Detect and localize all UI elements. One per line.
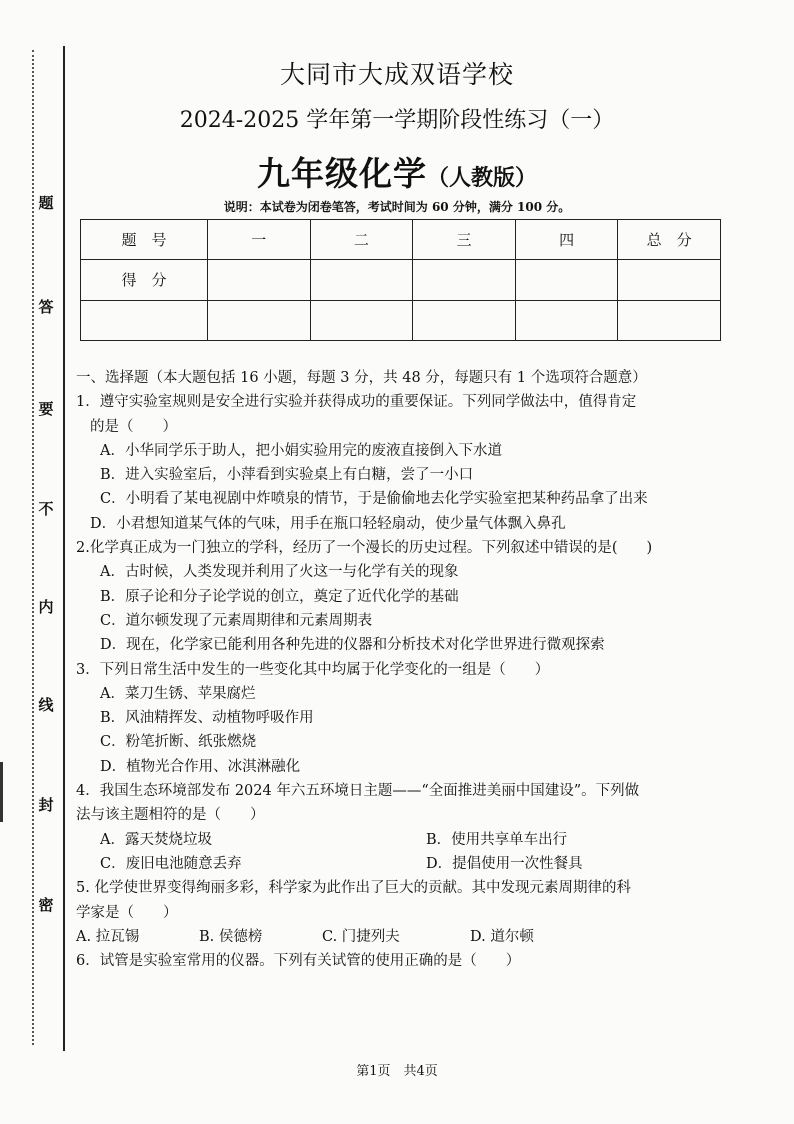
option-d: D．提倡使用一次性餐具 (426, 855, 583, 872)
option-row (76, 828, 726, 852)
score-cell[interactable] (310, 260, 413, 300)
score-table-row (81, 260, 721, 300)
question-stem: 4．我国生态环境部发布 2024 年六五环境日主题——“全面推进美丽中国建设”。下列做 (76, 783, 640, 800)
score-cell[interactable] (208, 260, 311, 300)
score-header-cell: 二 (310, 220, 413, 260)
score-cell[interactable] (413, 300, 516, 340)
option-d: D．植物光合作用、冰淇淋融化 (100, 758, 301, 775)
score-cell[interactable] (208, 300, 311, 340)
option-row (76, 852, 726, 876)
score-header-cell: 一 (208, 220, 311, 260)
exam-instructions: 说明：本试卷为闭卷笔答，考试时间为 60 分钟，满分 100 分。 (223, 200, 571, 214)
binding-char: 线 (38, 696, 54, 714)
score-cell[interactable] (515, 300, 618, 340)
binding-char: 不 (38, 500, 54, 518)
score-cell[interactable] (310, 300, 413, 340)
binding-solid-line (63, 46, 65, 1051)
score-header-cell: 四 (515, 220, 618, 260)
option-b: B. 侯德榜 (199, 928, 263, 945)
score-header-cell: 三 (413, 220, 516, 260)
score-row-label: 得 分 (81, 260, 208, 300)
option-c: C．道尔顿发现了元素周期律和元素周期表 (100, 612, 373, 629)
question-stem: 3．下列日常生活中发生的一些变化其中均属于化学变化的一组是（ ） (76, 661, 550, 678)
score-table (80, 219, 721, 341)
binding-char: 题 (38, 194, 54, 212)
binding-char: 内 (38, 598, 54, 616)
binding-char: 答 (38, 298, 54, 316)
question-stem: 法与该主题相符的是（ ） (76, 807, 265, 824)
option-d: D．小君想知道某气体的气味，用手在瓶口轻轻扇动，使少量气体飘入鼻孔 (90, 515, 566, 532)
option-a: A．露天焚烧垃圾 (100, 831, 212, 848)
option-c: C．废旧电池随意丢弃 (100, 855, 242, 872)
binding-char: 要 (38, 400, 54, 418)
score-cell[interactable] (515, 260, 618, 300)
option-b: B．使用共享单车出行 (426, 831, 568, 848)
edition-label: （人教版） (426, 165, 537, 191)
option-b: B．原子论和分子论学说的创立，奠定了近代化学的基础 (100, 588, 459, 605)
score-header-cell: 题 号 (81, 220, 208, 260)
option-d: D．现在，化学家已能利用各种先进的仪器和分析技术对化学世界进行微观探索 (100, 637, 605, 654)
question-section (76, 366, 726, 973)
binding-char: 封 (38, 796, 54, 814)
score-cell[interactable] (618, 260, 721, 300)
option-c: C．粉笔折断、纸张燃烧 (100, 734, 257, 751)
page-number: 第1页 共4页 (356, 1064, 438, 1079)
question-stem: 1．遵守实验室规则是安全进行实验并获得成功的重要保证。下列同学做法中，值得肯定 (76, 394, 637, 411)
option-c: C. 门捷列夫 (322, 928, 400, 945)
score-header-cell: 总 分 (618, 220, 721, 260)
school-name: 大同市大成双语学校 (279, 60, 514, 89)
score-cell[interactable] (618, 300, 721, 340)
binding-char: 密 (38, 896, 54, 914)
subject-name: 九年级化学 (256, 154, 427, 193)
score-table-header-row (81, 220, 721, 260)
option-a: A．小华同学乐于助人，把小娟实验用完的废液直接倒入下水道 (100, 442, 502, 459)
question-stem: 学家是（ ） (76, 904, 178, 921)
score-cell[interactable] (81, 300, 208, 340)
question-stem: 6．试管是实验室常用的仪器。下列有关试管的使用正确的是（ ） (76, 953, 521, 970)
subject-title (0, 148, 794, 195)
option-c: C．小明看了某电视剧中炸喷泉的情节，于是偷偷地去化学实验室把某种药品拿了出来 (100, 491, 648, 508)
option-a: A．古时候，人类发现并利用了火这一与化学有关的现象 (100, 564, 459, 581)
section-heading: 一、选择题（本大题包括 16 小题，每题 3 分，共 48 分，每题只有 1 个选项符合题意） (76, 370, 647, 386)
option-d: D. 道尔顿 (470, 928, 534, 945)
option-a: A．菜刀生锈、苹果腐烂 (100, 685, 256, 702)
option-row (76, 925, 726, 949)
score-cell[interactable] (413, 260, 516, 300)
question-stem: 2.化学真正成为一门独立的学科，经历了一个漫长的历史过程。下列叙述中错误的是( ) (76, 540, 653, 557)
question-stem: 5. 化学使世界变得绚丽多彩，科学家为此作出了巨大的贡献。其中发现元素周期律的科 (76, 880, 631, 897)
question-stem: 的是（ ） (90, 418, 177, 435)
option-b: B．进入实验室后，小萍看到实验桌上有白糖，尝了一小口 (100, 467, 474, 484)
score-table-row (81, 300, 721, 340)
term-title: 2024-2025 学年第一学期阶段性练习（一） (179, 108, 615, 133)
option-b: B．风油精挥发、动植物呼吸作用 (100, 710, 314, 727)
edge-mark (0, 762, 9, 822)
option-a: A. 拉瓦锡 (76, 928, 140, 945)
